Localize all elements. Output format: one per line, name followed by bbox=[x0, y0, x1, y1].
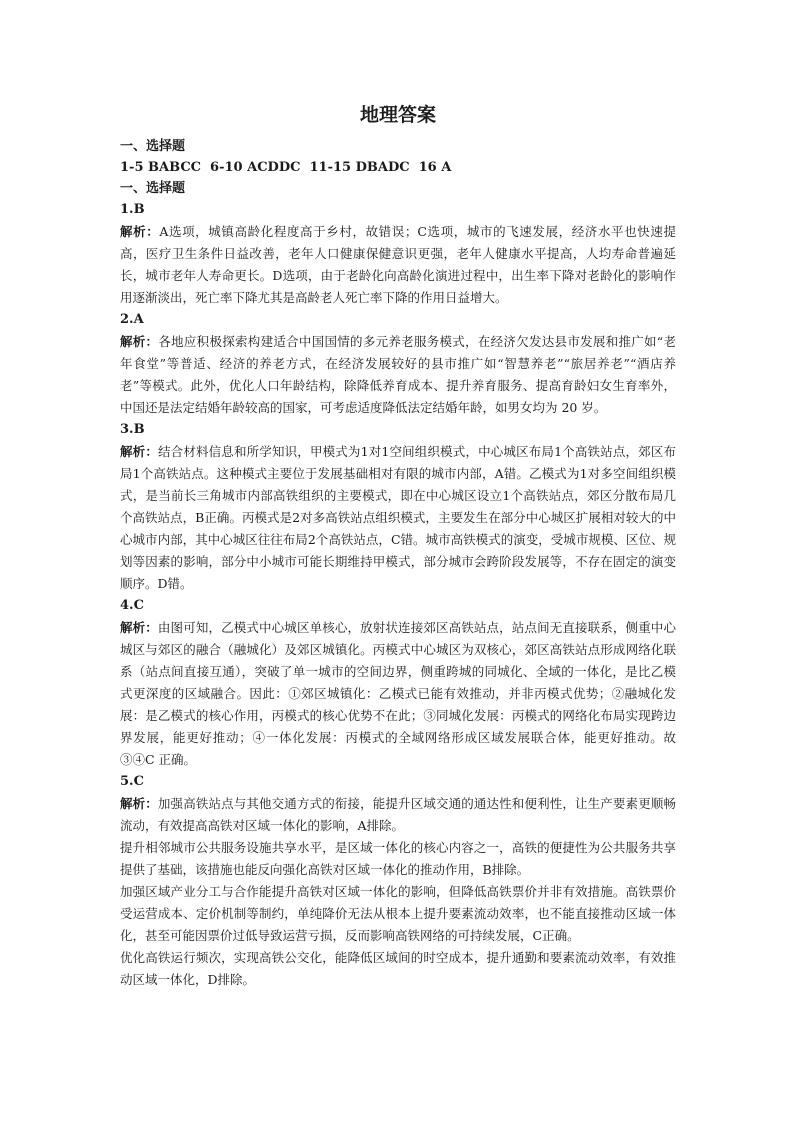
analysis-paragraph: 提升相邻城市公共服务设施共享水平，是区域一体化的核心内容之一，高铁的便捷性为公共服务共享提供了基础，该措施也能反向强化高铁对区域一体化的推动作用，B排除。 bbox=[120, 840, 676, 877]
analysis-label: 解析： bbox=[120, 224, 160, 239]
analysis-paragraph bbox=[120, 331, 676, 419]
analysis-label: 解析： bbox=[120, 796, 158, 811]
analysis-paragraph bbox=[120, 793, 676, 837]
analysis-label: 解析： bbox=[120, 334, 159, 349]
analysis-paragraph bbox=[120, 221, 676, 309]
question-block-1 bbox=[120, 199, 676, 309]
question-number: 1.B bbox=[120, 202, 145, 217]
analysis-text: 由图可知，乙模式中心城区单核心，放射状连接郊区高铁站点，站点间无直接联系，侧重中心城区与郊区的融合（融城化）及郊区城镇化。丙模式中心城区为双核心，郊区高铁站点形成网络化联系（站点间直接互通），突破了单一城市的空间边界，侧重跨城的同城化、全域的一体化，是比乙模式更深度的区域融合。因此：①郊区城镇化：乙模式已能有效推动，并非丙模式优势；②融城化发展：是乙模式的核心作用，丙模式的核心优势不在此；③同城化发展：丙模式的网络化布局实现跨边界发展，能更好推动；④一体化发展：丙模式的全域网络形成区域发展联合体，能更好推动。故③④C 正确。 bbox=[120, 620, 676, 767]
page-title: 地理答案 bbox=[359, 104, 436, 126]
document-page bbox=[120, 100, 676, 991]
question-number: 5.C bbox=[120, 774, 144, 789]
section-heading-choice: 一、选择题 bbox=[120, 139, 186, 154]
section-heading-choice-analysis: 一、选择题 bbox=[120, 181, 186, 196]
question-block-5 bbox=[120, 771, 676, 991]
analysis-paragraph bbox=[120, 441, 676, 595]
analysis-paragraph bbox=[120, 617, 676, 771]
analysis-text: 各地应积极探索构建适合中国国情的多元养老服务模式，在经济欠发达县市发展和推广如“老年食堂”等普适、经济的养老方式，在经济发展较好的县市推广如“智慧养老”“旅居养老”“酒店养老”等模式。此外，优化人口年龄结构，除降低养育成本、提升养育服务、提高育龄妇女生育率外，中国还是法定结婚年龄较高的国家，可考虑适度降低法定结婚年龄，如男女均为 20 岁。 bbox=[120, 334, 676, 415]
analysis-text: 加强高铁站点与其他交通方式的衔接，能提升区域交通的通达性和便利性，让生产要素更顺畅流动，有效提高高铁对区域一体化的影响，A排除。 bbox=[120, 796, 676, 833]
analysis-text: 结合材料信息和所学知识，甲模式为1对1空间组织模式，中心城区布局1个高铁站点，郊区布局1个高铁站点。这种模式主要位于发展基础相对有限的城市内部，A错。乙模式为1对多空间组织模式，是当前长三角城市内部高铁组织的主要模式，即在中心城区设立1个高铁站点，郊区分散布局几个高铁站点，B正确。丙模式是2对多高铁站点组织模式，主要发生在部分中心城区扩展相对较大的中心城市内部，其中心城区往往布局2个高铁站点，C错。城市高铁模式的演变，受城市规模、区位、规划等因素的影响，部分中小城市可能长期维持甲模式，部分城市会跨阶段发展等，不存在固定的演变顺序。D错。 bbox=[120, 444, 676, 591]
answer-key: 1-5 BABCC 6-10 ACDDC 11-15 DBADC 16 A bbox=[120, 160, 452, 175]
analysis-paragraph: 加强区域产业分工与合作能提升高铁对区域一体化的影响，但降低高铁票价并非有效措施。高铁票价受运营成本、定价机制等制约，单纯降价无法从根本上提升要素流动效率，也不能直接推动区域一体化，甚至可能因票价过低导致运营亏损，反而影响高铁网络的可持续发展，C正确。 bbox=[120, 884, 676, 943]
analysis-label: 解析： bbox=[120, 444, 158, 459]
analysis-paragraph: 优化高铁运行频次，实现高铁公交化，能降低区域间的时空成本，提升通勤和要素流动效率，有效推动区域一体化，D排除。 bbox=[120, 950, 676, 987]
question-number: 3.B bbox=[120, 422, 145, 437]
question-number: 2.A bbox=[120, 312, 144, 327]
analysis-text: A选项，城镇高龄化程度高于乡村，故错误；C选项，城市的飞速发展，经济水平也快速提高，医疗卫生条件日益改善，老年人口健康保健意识更强，老年人健康水平提高，人均寿命普遍延长，城市老年人寿命更长。D选项，由于老龄化向高龄化演进过程中，出生率下降对老龄化的影响作用逐渐淡出，死亡率下降尤其是高龄老人死亡率下降的作用日益增大。 bbox=[120, 224, 676, 305]
question-number: 4.C bbox=[120, 598, 144, 613]
question-block-2 bbox=[120, 309, 676, 419]
analysis-label: 解析： bbox=[120, 620, 158, 635]
question-block-3 bbox=[120, 419, 676, 595]
question-block-4 bbox=[120, 595, 676, 771]
